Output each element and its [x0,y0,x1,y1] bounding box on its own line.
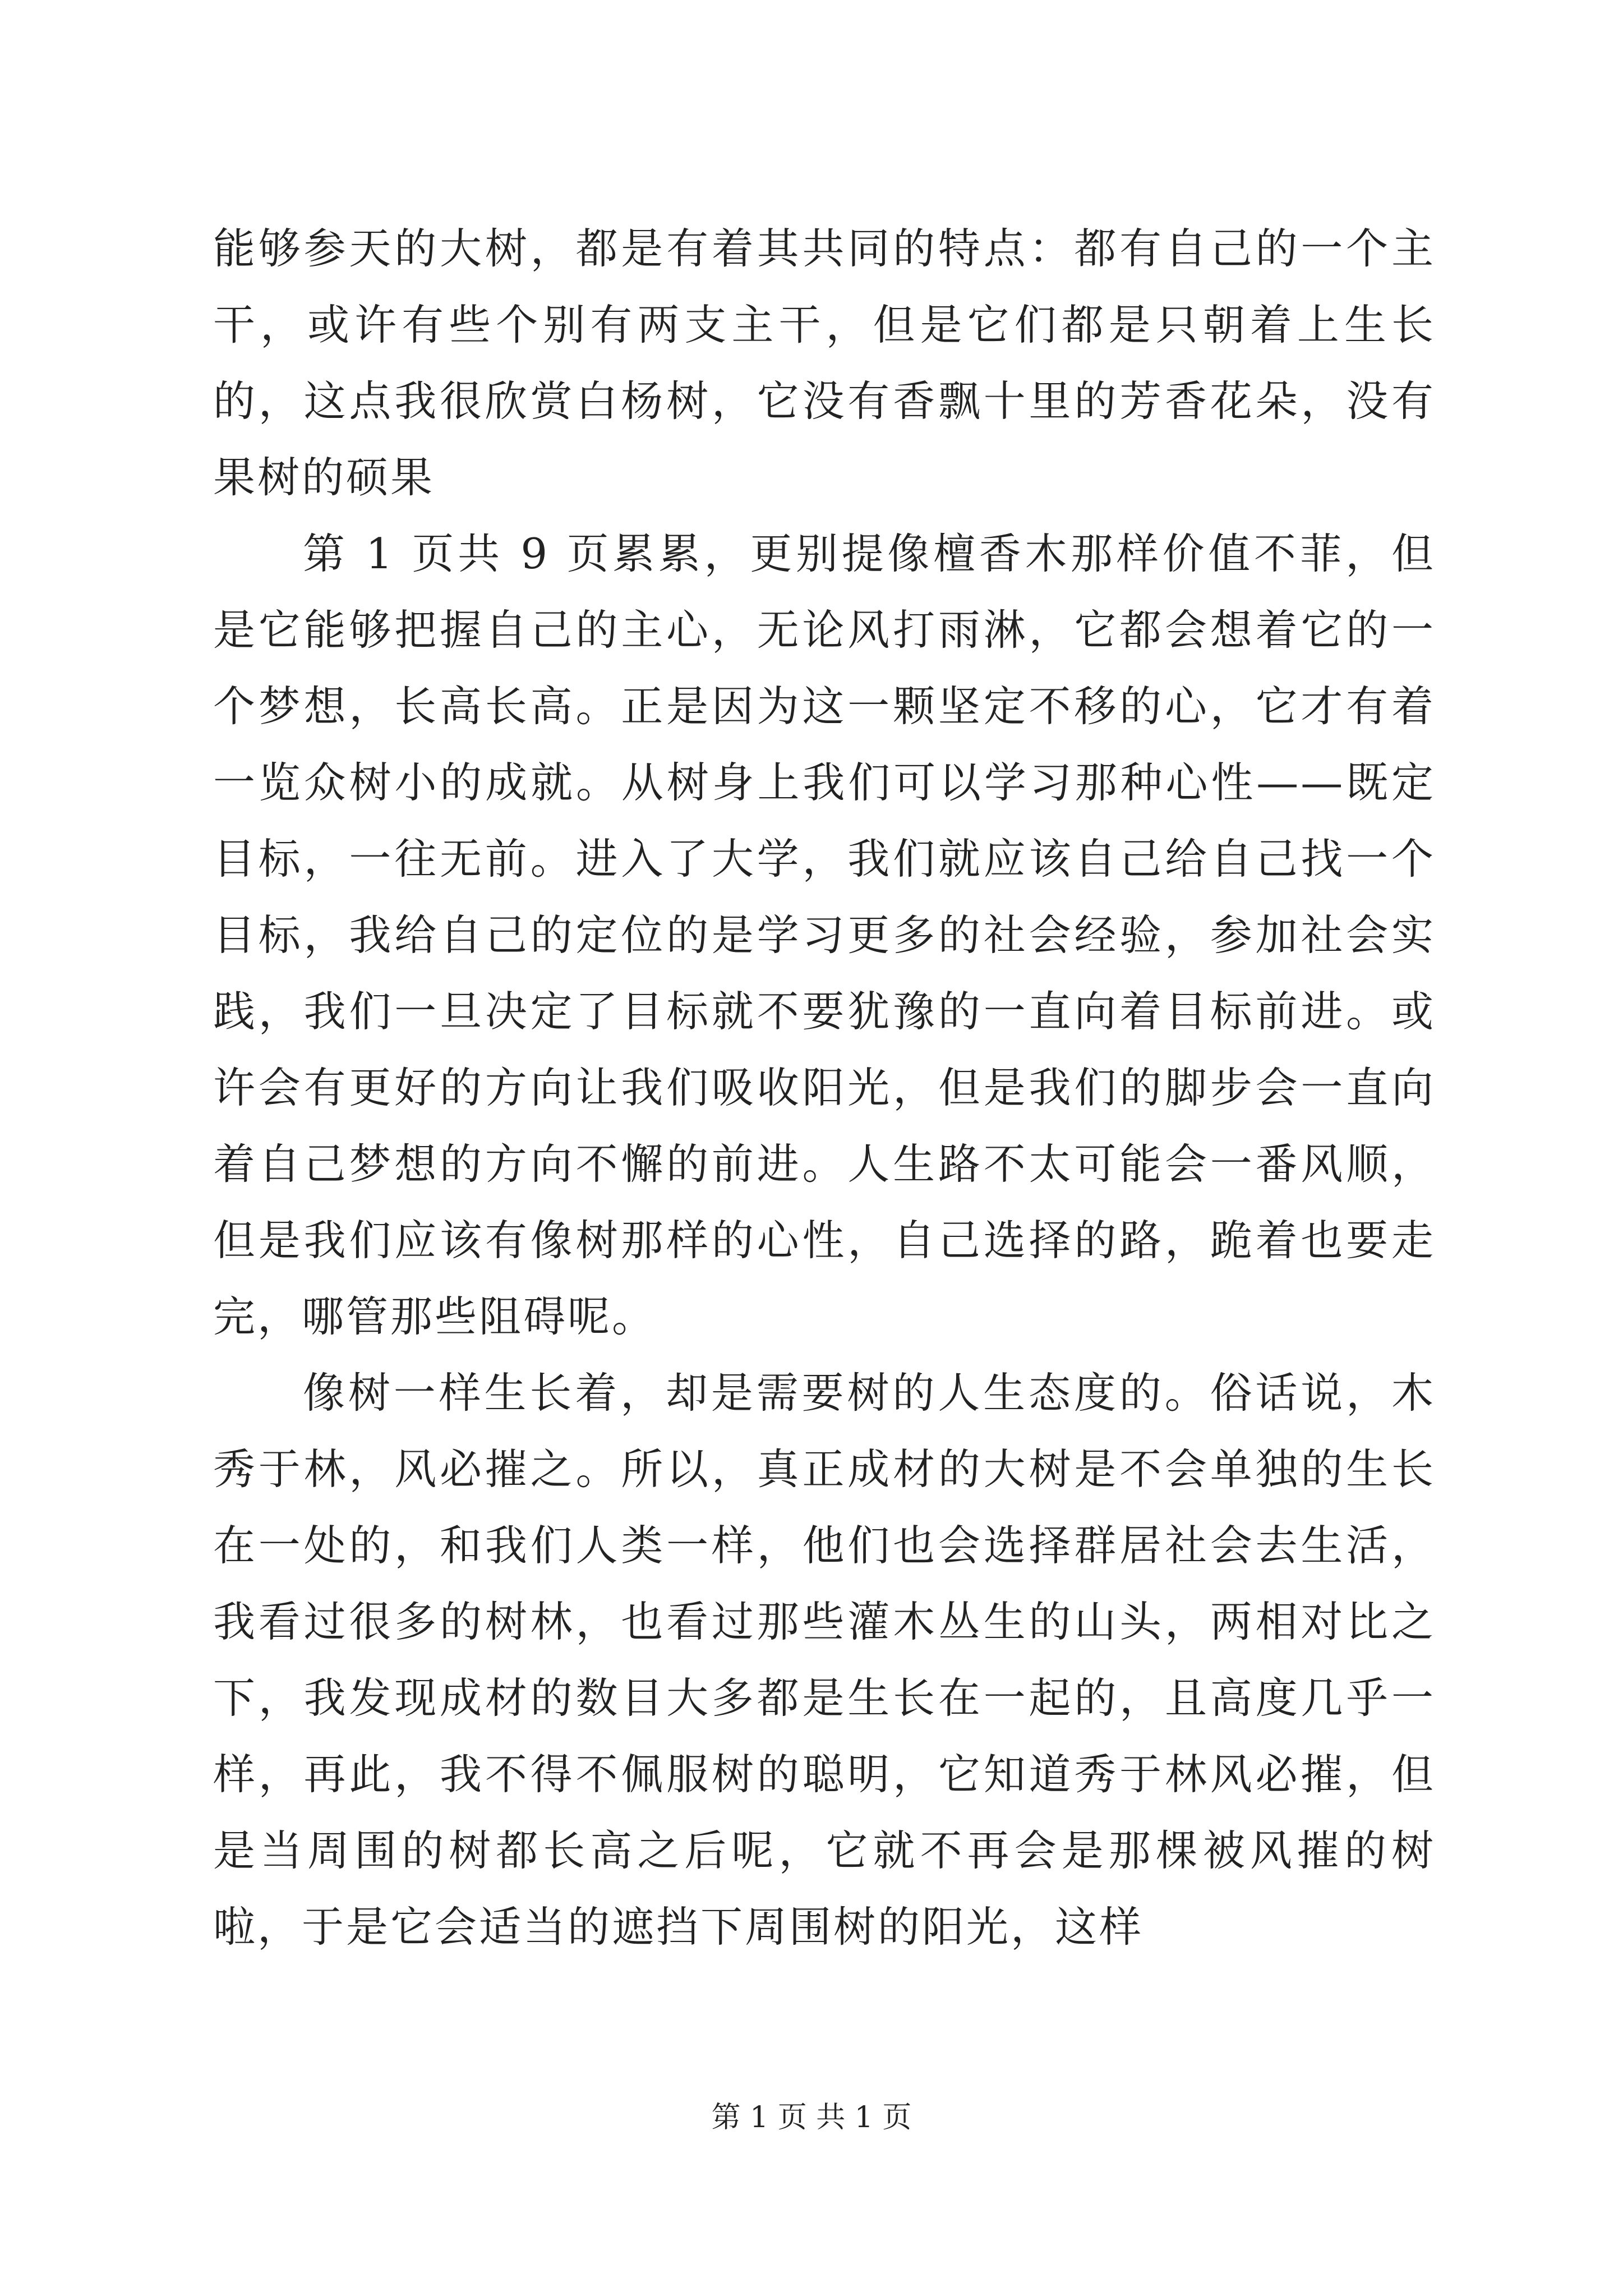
document-body [213,210,1436,1965]
paragraph-3: 像树一样生长着，却是需要树的人生态度的。俗话说，木秀于林，风必摧之。所以，真正成材的大树是不会单独的生长在一处的，和我们人类一样，他们也会选择群居社会去生活，我看过很多的树林，也看过那些灌木丛生的山头，两相对比之下，我发现成材的数目大多都是生长在一起的，且高度几乎一样，再此，我不得不佩服树的聪明，它知道秀于林风必摧，但是当周围的树都长高之后呢，它就不再会是那棵被风摧的树啦，于是它会适当的遮挡下周围树的阳光，这样 [213,1368,1436,1952]
page-footer: 第 1 页 共 1 页 [711,2101,912,2134]
paragraph-1: 能够参天的大树，都是有着其共同的特点：都有自己的一个主干，或许有些个别有两支主干，但是它们都是只朝着上生长的，这点我很欣赏白杨树，它没有香飘十里的芳香花朵，没有果树的硕果 [213,224,1436,502]
paragraph-2: 第 1 页共 9 页累累，更别提像檀香木那样价值不菲，但是它能够把握自己的主心，无论风打雨淋，它都会想着它的一个梦想，长高长高。正是因为这一颗坚定不移的心，它才有着一览众树小的成就。从树身上我们可以学习那种心性——既定目标，一往无前。进入了大学，我们就应该自己给自己找一个目标，我给自己的定位的是学习更多的社会经验，参加社会实践，我们一旦决定了目标就不要犹豫的一直向着目标前进。或许会有更好的方向让我们吸收阳光，但是我们的脚步会一直向着自己梦想的方向不懈的前进。人生路不太可能会一番风顺，但是我们应该有像树那样的心性，自己选择的路，跪着也要走完，哪管那些阻碍呢。 [213,529,1436,1341]
